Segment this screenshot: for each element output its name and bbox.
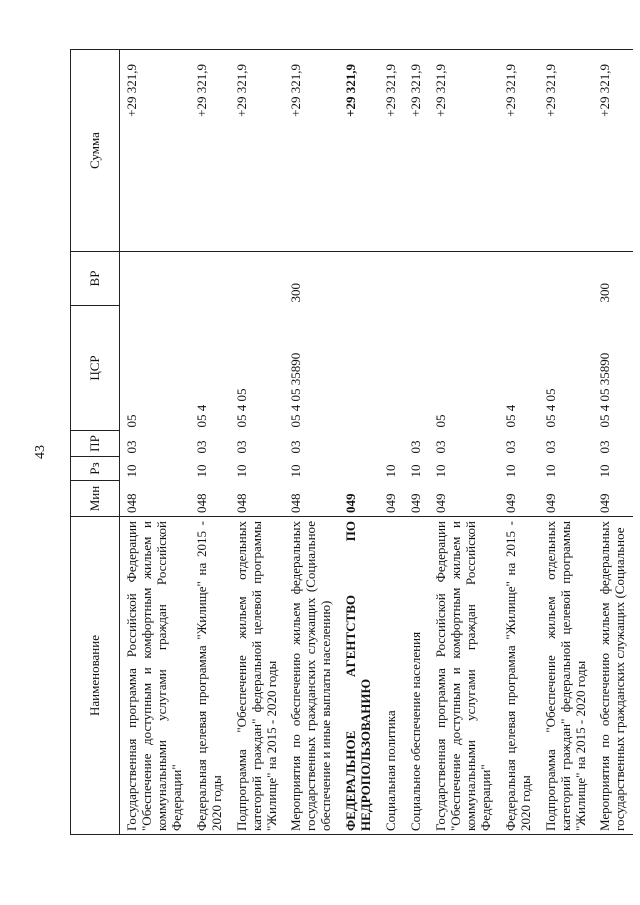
cell-sum: +29 321,9 (190, 50, 230, 252)
cell-min: 049 (433, 493, 448, 513)
cell-min: 049 (597, 493, 613, 513)
cell-pr: 03 (193, 440, 209, 454)
page-number: 43 (33, 445, 48, 459)
cell-sum: +29 321,9 (499, 50, 539, 252)
cell-min: 049 (542, 493, 558, 513)
cell-rz: 10 (288, 464, 304, 478)
table-header-row (71, 50, 120, 835)
table-row (539, 50, 594, 835)
cell-pr: 03 (124, 440, 139, 454)
cell-vr: 300 (288, 283, 304, 303)
cell-pr: 03 (597, 440, 613, 454)
cell-name: Социальная политика (379, 517, 404, 835)
table-row (190, 50, 230, 835)
cell-csr: 05 4 05 (233, 388, 249, 428)
cell-name: Подпрограмма "Обеспечение жильем отдельных категорий граждан" федеральной целевой программы "Жилище" на 2015 - 2020 годы (539, 517, 594, 835)
cell-vr (379, 252, 404, 306)
header-sum: Сумма (71, 50, 120, 252)
cell-rz (339, 457, 379, 481)
cell-csr (404, 306, 429, 431)
table-row (404, 50, 429, 835)
cell-sum: +29 321,9 (120, 50, 190, 252)
cell-vr (539, 252, 594, 306)
cell-pr: 03 (233, 440, 249, 454)
cell-pr: 03 (542, 440, 558, 454)
cell-pr: 03 (433, 440, 448, 454)
budget-table (70, 49, 633, 835)
header-csr: ЦСР (71, 306, 120, 431)
cell-sum: +29 321,9 (339, 50, 379, 252)
cell-pr (339, 431, 379, 457)
table-body (120, 50, 634, 835)
header-vr: ВР (71, 252, 120, 306)
cell-name: Мероприятия по обеспечению жильем федеральных государственных гражданских служащих (Социальное (593, 517, 633, 835)
cell-csr: 05 4 05 (542, 388, 558, 428)
cell-name: Подпрограмма "Обеспечение жильем отдельных категорий граждан" федеральной целевой программы "Жилище" на 2015 - 2020 годы (230, 517, 285, 835)
cell-vr (339, 252, 379, 306)
cell-vr (499, 252, 539, 306)
cell-vr (404, 252, 429, 306)
table-row (593, 50, 633, 835)
table-row (120, 50, 190, 835)
cell-vr: 300 (597, 283, 613, 303)
cell-name: ФЕДЕРАЛЬНОЕ АГЕНТСТВО ПО НЕДРОПОЛЬЗОВАНИЮ (339, 517, 379, 835)
cell-name: Государственная программа Российской Федерации "Обеспечение доступным и комфортным жильем и коммунальными услугами граждан Российской Федерации" (120, 517, 190, 835)
cell-rz: 10 (502, 464, 518, 478)
cell-pr: 03 (288, 440, 304, 454)
table-row (339, 50, 379, 835)
cell-min: 049 (383, 493, 399, 513)
cell-min: 049 (408, 493, 424, 513)
table-row (499, 50, 539, 835)
cell-rz: 10 (433, 464, 448, 478)
cell-csr: 05 4 05 35890 (597, 352, 613, 428)
table-row (379, 50, 404, 835)
cell-csr: 05 4 (193, 404, 209, 428)
cell-csr (339, 306, 379, 431)
cell-rz: 10 (124, 464, 139, 478)
cell-min: 048 (233, 493, 249, 513)
header-name: Наименование (71, 517, 120, 835)
cell-name: Государственная программа Российской Федерации "Обеспечение доступным и комфортным жильем и коммунальными услугами граждан Российской Федерации" (429, 517, 499, 835)
cell-min: 049 (343, 493, 359, 513)
cell-name: Мероприятия по обеспечению жильем федеральных государственных гражданских служащих (Социальное обеспечение и иные выплаты населению) (284, 517, 339, 835)
cell-csr: 05 (433, 414, 448, 428)
cell-min: 048 (124, 493, 139, 513)
cell-csr (379, 306, 404, 431)
header-rz: Рз (71, 457, 120, 481)
table-row (230, 50, 285, 835)
cell-min: 049 (502, 493, 518, 513)
cell-pr: 03 (408, 440, 424, 454)
cell-sum: +29 321,9 (593, 50, 633, 252)
cell-vr (190, 252, 230, 306)
cell-name: Социальное обеспечение населения (404, 517, 429, 835)
cell-sum: +29 321,9 (429, 50, 499, 252)
cell-csr: 05 4 05 35890 (288, 352, 304, 428)
cell-rz: 10 (193, 464, 209, 478)
cell-vr (429, 252, 499, 306)
cell-pr (379, 431, 404, 457)
cell-name: Федеральная целевая программа "Жилище" на 2015 - 2020 годы (499, 517, 539, 835)
header-pr: ПР (71, 431, 120, 457)
cell-rz: 10 (408, 464, 424, 478)
cell-vr (230, 252, 285, 306)
table-row (284, 50, 339, 835)
cell-pr: 03 (502, 440, 518, 454)
cell-rz: 10 (542, 464, 558, 478)
cell-rz: 10 (597, 464, 613, 478)
cell-rz: 10 (383, 464, 399, 478)
table-row (429, 50, 499, 835)
cell-min: 048 (193, 493, 209, 513)
cell-csr: 05 4 (502, 404, 518, 428)
cell-sum: +29 321,9 (230, 50, 285, 252)
cell-sum: +29 321,9 (379, 50, 404, 252)
rotated-sheet (70, 50, 628, 835)
budget-table-wrapper (70, 50, 628, 835)
cell-rz: 10 (233, 464, 249, 478)
cell-sum: +29 321,9 (539, 50, 594, 252)
cell-vr (120, 252, 190, 306)
header-min: Мин (71, 481, 120, 517)
cell-csr: 05 (124, 414, 139, 428)
cell-name: Федеральная целевая программа "Жилище" на 2015 - 2020 годы (190, 517, 230, 835)
cell-min: 048 (288, 493, 304, 513)
cell-sum: +29 321,9 (284, 50, 339, 252)
cell-sum: +29 321,9 (404, 50, 429, 252)
